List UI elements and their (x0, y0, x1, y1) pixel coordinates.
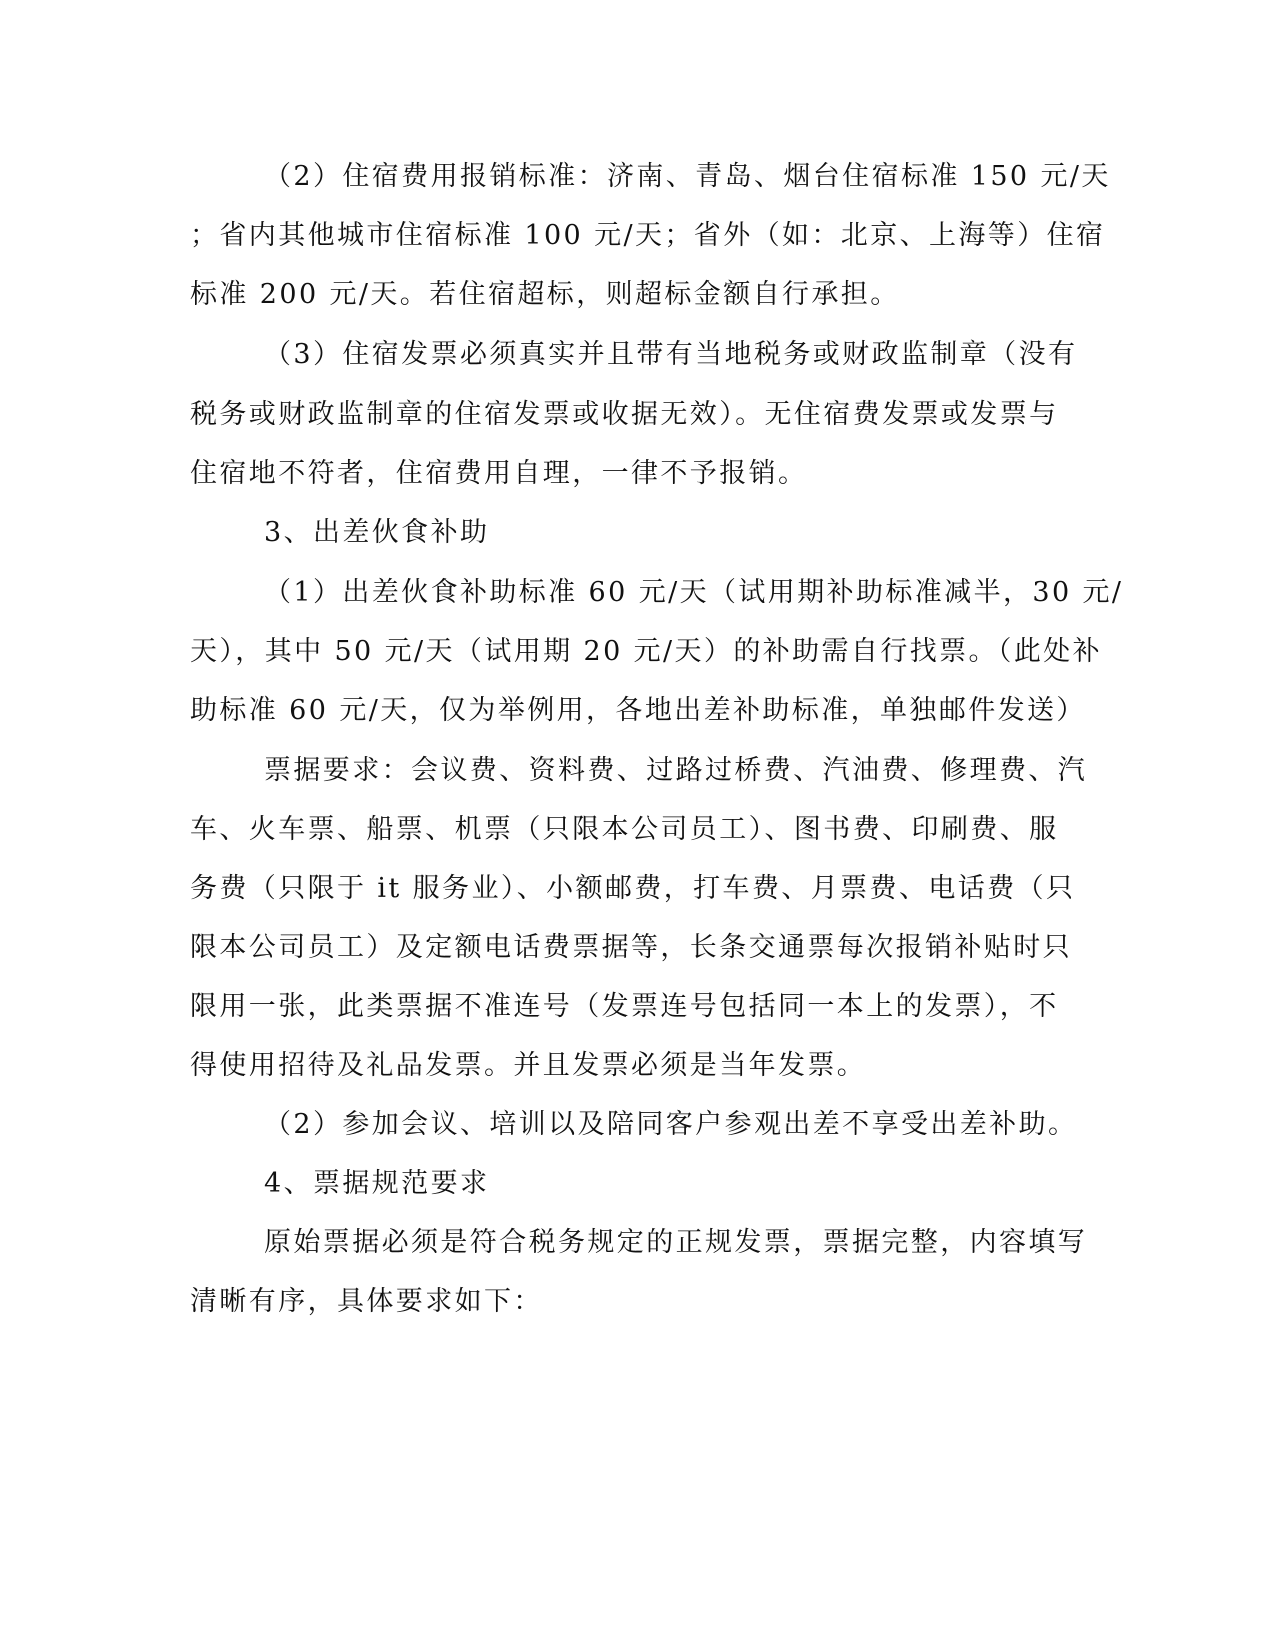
text-line: 务费（只限于 it 服务业）、小额邮费，打车费、月票费、电话费（只 (190, 873, 1076, 904)
section-heading: 4、票据规范要求 (264, 1168, 490, 1199)
text-line: 限用一张，此类票据不准连号（发票连号包括同一本上的发票），不 (190, 991, 1059, 1022)
text-line: 助标准 60 元/天，仅为举例用，各地出差补助标准，单独邮件发送） (190, 695, 1086, 726)
text-line: （2）住宿费用报销标准：济南、青岛、烟台住宿标准 150 元/天 (264, 161, 1111, 192)
text-line: 得使用招待及礼品发票。并且发票必须是当年发票。 (190, 1050, 867, 1081)
text-line: 原始票据必须是符合税务规定的正规发票，票据完整，内容填写 (264, 1227, 1088, 1258)
text-line: （2）参加会议、培训以及陪同客户参观出差不享受出差补助。 (264, 1109, 1078, 1140)
text-line: 标准 200 元/天。若住宿超标，则超标金额自行承担。 (190, 279, 900, 310)
section-heading: 3、出差伙食补助 (264, 517, 490, 548)
text-line: 天），其中 50 元/天（试用期 20 元/天）的补助需自行找票。（此处补 (190, 636, 1103, 667)
text-line: 限本公司员工）及定额电话费票据等，长条交通票每次报销补贴时只 (190, 932, 1072, 963)
text-line: （3）住宿发票必须真实并且带有当地税务或财政监制章（没有 (264, 339, 1078, 370)
text-line: 车、火车票、船票、机票（只限本公司员工）、图书费、印刷费、服 (190, 814, 1059, 845)
text-line: 住宿地不符者，住宿费用自理，一律不予报销。 (190, 458, 808, 489)
text-line: 税务或财政监制章的住宿发票或收据无效）。无住宿费发票或发票与 (190, 399, 1059, 430)
text-line: （1）出差伙食补助标准 60 元/天（试用期补助标准减半，30 元/ (264, 577, 1124, 608)
text-line: ；省内其他城市住宿标准 100 元/天；省外（如：北京、上海等）住宿 (190, 220, 1106, 251)
text-line: 票据要求：会议费、资料费、过路过桥费、汽油费、修理费、汽 (264, 755, 1088, 786)
text-line: 清晰有序，具体要求如下： (190, 1286, 543, 1317)
